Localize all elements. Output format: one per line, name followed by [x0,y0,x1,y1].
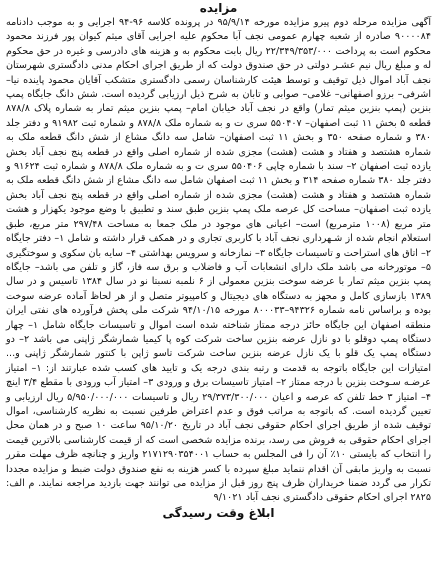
notice-title: مزایده [199,1,238,15]
notice-body: آگهی مزایده مرحله دوم پیرو مزایده مورخه ۹۵/۹/۱۴ در پرونده کلاسه ۹۶-۹۴ اجرایی و به موجب دادنامه ۹۰۰۰۰۸۴ صادره از شعبه چهارم عمومی نجف آبا محکوم علیه اجرایی آقای میثم کیوان پور فرزند محمود محکوم است به پرداخت ۲۲/۳۴۹/۳۵۳/۰۰۰ ریال بابت محکوم به و هزینه های دادرسی و غیره در حق محکوم له و مبلغ ریال نیم عشـر دولتی در حق صندوق دولت که از طریق اجرای احکام مدنی دادگستری شهرستان نجف آباد اموال ذیل توقیف و توسط هیئت کارشناسان رسمی دادگستری متشکب آقایان محمود پاینده نیا–اشرفی– برزو اصفهانی– غلامی– صوابی و تابان به شرح ذیل ارزیابی گردیده است. شش دانگ جایگاه پمپ بنزین (پمپ بنزین میثم تمار) واقع در نجف آباد خیابان امام– پمپ بنزین میثم تمار به شماره پلاک ۸۷۸/۸ قطعه ۵ بخش ۱۱ ثبت اصفهان– ۵۵۰۴۰۷ سری ت و به شماره ملک ۸۷۸/۸ و شماره ثبت ۹۱۹۸۲ و دفتر جلد ۳۸۰ و شماره صفحه ۳۵۰ و بخش ۱۱ ثبت اصفهان– شامل سه دانگ مشاع از شش دانگ قطعه ملک به شماره هشتصد و هفتاد و هشت (هشت) مجزی شده از شماره اصلی واقع در قطعه پنج نجف آباد بخش یازده ثبت اصفهان ۲– سند با شماره چاپی ۵۵۰۴۰۶ سری ت و به شماره ملک ۸۷۸/۸ و شماره ثبت ۹۱۶۲۴ و دفتر جلد ۳۸۰ شماره صفحه ۳۱۴ و بخش ۱۱ ثبت اصفهان شامل سه دانگ مشاع از شش دانگ قطعه ملک به شماره هشتصد و هفتاد و هشت (هشت) مجزی شده از شماره اصلی واقع در قطعه پنج نجف آباد بخش یازده ثبت اصفهان– مساحت کل عرصه ملک پمپ بنزین طبق سند و تطبیق با وضع موجود یکهزار و هشت متر مربع (۱۰۰۸ مترمربع) است– اعیانی های موجود در ملک جمعا به مساحت ۲۹۷/۴۸ متر مربع، طبق استعلام انجام شده از شـهرداری نجف آباد با کاربری تجاری و در همکف قرار داشته و شامل ۱– دفتر جایگاه ۲– اتاق های استراحت و تاسیسات جایگاه ۳– نمازخانه و سرویس بهداشتی ۴– سایه بان سکوی و سوختگیری ۵– موتورخانه می باشد ملک دارای انشعابات آب و فاضلاب و برق سه فاز، گاز و تلفن می باشد– جایگاه پمپ بنزین میثم تمار با عرضه سوخت بنزین معمولی از ۶ نلمبه نسبتا نو در سال ۱۳۸۴ تاسیس و در سال ۱۳۸۹ بازسازی کامل و مجهز به دستگاه های دیجیتال و کامپیوتر متصل و از هر لحاظ آماده عرضه سوخت بوده و براساس نامه شماره ۹۴۳۲۶–۸۰۰۰۳۳ مورخه ۹۴/۱۰/۱۵ شرکت ملی پخش فرآورده های نفتی ایران منطقه اصفهان این جایگاه حائز درجه ممتاز شناخته شده است اموال و تاسیسات جایگاه شامل ۱– چهار دستگاه پمپ دوقلو با دو نازل عرضه بنزین ساخت شرکت کوه پا کیمیا شمارشگر ژاپنی می باشد ۲– دو دستگاه پمپ یک قلو با یک نازل عرضه بنزین ساخت شرکت تاسو ژاپن با کنتور شمارشگر ژاپنی و... امتیازات این جایگاه باتوجه به قدمت و رتبه بندی درجه یک و تایید های کسب شده عبارتند از: ۱– امتیاز عرضـه سـوخت بنزین با درجه ممتاز ۲– امتیاز تاسیسات برق و ورودی ۳– امتیاز آب ورودی با مقطع ۳/۴ اینچ ۴– امتیاز ۳ خط تلفن که عرصه و اعیان ۲۹/۳۷۳/۳۰۰/۰۰۰ ریال و تاسیسات ۵/۹۵۰/۰۰۰/۰۰۰ ریال ارزیابی و تعیین گردیده است. که باتوجه به مراتب فوق و عدم اعتراض طرفین نسبت به نظریه کارشناسی، اموال توقیف شده از طریق اجرای احکام حقوقی نجف آباد در تاریخ ۹۵/۱۰/۲۰ ساعت ۱۰ صبح و در همان محل اجرای احکام حقوقی به فروش می رسد، برنده مزایده شخصی است که از قیمت کارشناسی بالاترین قیمت را انتخاب که بایستی ۱۰٪ آن را فی المجلس به حساب ۲۱۷۱۲۹۰۳۵۴۰۰۱ واریز و چنانچه ظرف مهلت مقرر نسبت به واریز مابقی آن اقدام ننماید مبلغ سپرده با کسر هزینه به نفع صندوق دولت ضبط و مزایده مجددا تکرار می گردد ضمنا خریداران ظرف پنج روز قبل از مزایده می توانند جهت بازدید مراجعه نمایند. م الف: ۲۸۲۵ اجرای احکام حقوقی دادگستری نجف آباد ۹/۱۰۲۱ [6,17,432,504]
auction-notice [4,0,433,576]
next-notice-heading: ابلاغ وقت رسیدگی [162,505,275,520]
